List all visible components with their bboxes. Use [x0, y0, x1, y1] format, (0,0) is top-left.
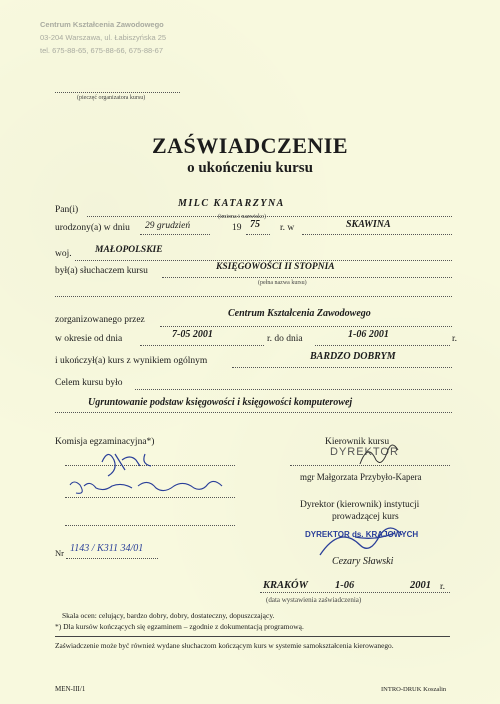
woj-line — [75, 260, 452, 261]
issue-place: KRAKÓW — [263, 580, 308, 591]
notes-divider — [55, 636, 450, 637]
course-value: KSIĘGOWOŚCI II STOPNIA — [216, 262, 335, 272]
number-line — [66, 558, 158, 559]
footnote: *) Dla kursów kończących się egzaminem – zgodnie z dokumentacją programową. — [55, 622, 304, 631]
period-from-line — [140, 345, 264, 346]
issue-r: r. — [440, 582, 446, 592]
goal-value: Ugruntowanie podstaw księgowości i księgowości komputerowej — [88, 397, 353, 408]
period-r-do: r. do dnia — [267, 334, 303, 344]
organized-label: zorganizowanego przez — [55, 315, 145, 325]
pan-label: Pan(i) — [55, 205, 79, 215]
born-rw: r. w — [280, 223, 295, 233]
attendee-label: był(a) słuchaczem kursu — [55, 266, 148, 276]
printer: INTRO-DRUK Koszalin — [381, 686, 447, 693]
organized-value: Centrum Kształcenia Zawodowego — [228, 308, 371, 319]
born-place-value: SKAWINA — [346, 219, 391, 230]
scale-note: Skala ocen: celujący, bardzo dobry, dobry, dostateczny, dopuszczający. — [62, 611, 275, 620]
manager-title: Kierownik kursu — [325, 437, 390, 447]
number-value: 1143 / K311 34/01 — [70, 543, 144, 554]
period-r: r. — [452, 334, 458, 344]
goal-line — [135, 389, 452, 390]
name-caption: (imiona i nazwisko) — [218, 214, 266, 220]
born-year-prefix: 19 — [232, 223, 242, 233]
issue-year: 2001 — [410, 580, 431, 591]
stamp-address: 03-204 Warszawa, ul. Łabiszyńska 25 — [40, 33, 167, 42]
form-code: MEN-III/1 — [55, 685, 86, 693]
period-from-value: 7-05 2001 — [172, 329, 213, 340]
director-title: Dyrektor (kierownik) instytucji — [300, 500, 420, 510]
course-line — [162, 277, 452, 278]
goal-line-2 — [55, 412, 452, 413]
number-prefix: Nr — [55, 548, 64, 558]
commission-signatures — [60, 440, 250, 550]
born-day-line — [140, 234, 210, 235]
born-label: urodzony(a) w dniu — [55, 223, 130, 233]
name-value: MILC KATARZYNA — [178, 198, 285, 209]
course-caption: (pełna nazwa kursu) — [258, 280, 307, 286]
bottom-note: Zaświadczenie może być również wydane słuchaczom kończącym kurs w systemie samokształcenia kierowanego. — [55, 641, 394, 650]
period-label: w okresie od dnia — [55, 334, 123, 344]
issue-line — [260, 592, 450, 593]
born-place-line — [302, 234, 452, 235]
manager-name: mgr Małgorzata Przybyło-Kapera — [300, 472, 422, 482]
result-value: BARDZO DOBRYM — [310, 351, 396, 362]
goal-label: Celem kursu było — [55, 378, 123, 388]
manager-stamp: DYREKTOR — [330, 446, 399, 458]
period-to-line — [315, 345, 450, 346]
course-line-2 — [55, 296, 452, 297]
director-title-2: prowadzącej kurs — [332, 512, 399, 522]
result-line — [232, 367, 452, 368]
woj-value: MAŁOPOLSKIE — [95, 245, 163, 255]
born-year-line — [246, 234, 270, 235]
commission-label: Komisja egzaminacyjna*) — [55, 437, 155, 447]
issue-date: 1-06 — [335, 580, 355, 591]
document-subtitle: o ukończeniu kursu — [187, 160, 313, 176]
director-name: Cezary Sławski — [332, 556, 394, 567]
stamp-name: Centrum Kształcenia Zawodowego — [40, 20, 164, 29]
name-line — [87, 216, 452, 217]
stamp-dotted-line — [55, 92, 180, 93]
stamp-caption: (pieczęć organizatora kursu) — [77, 95, 146, 101]
stamp-phones: tel. 675-88-65, 675-88-66, 675-88-67 — [40, 46, 164, 55]
organized-line — [160, 326, 452, 327]
born-day-value: 29 grudzień — [145, 221, 191, 231]
woj-label: woj. — [55, 249, 72, 259]
born-year-value: 75 — [250, 219, 260, 230]
document-title: ZAŚWIADCZENIE — [152, 133, 348, 158]
manager-sign-line — [290, 465, 450, 466]
period-to-value: 1-06 2001 — [348, 329, 389, 340]
issue-caption: (data wystawienia zaświadczenia) — [266, 596, 362, 604]
result-label: i ukończył(a) kurs z wynikiem ogólnym — [55, 356, 208, 366]
director-stamp: DYREKTOR ds. KRAJOWYCH — [305, 530, 419, 539]
